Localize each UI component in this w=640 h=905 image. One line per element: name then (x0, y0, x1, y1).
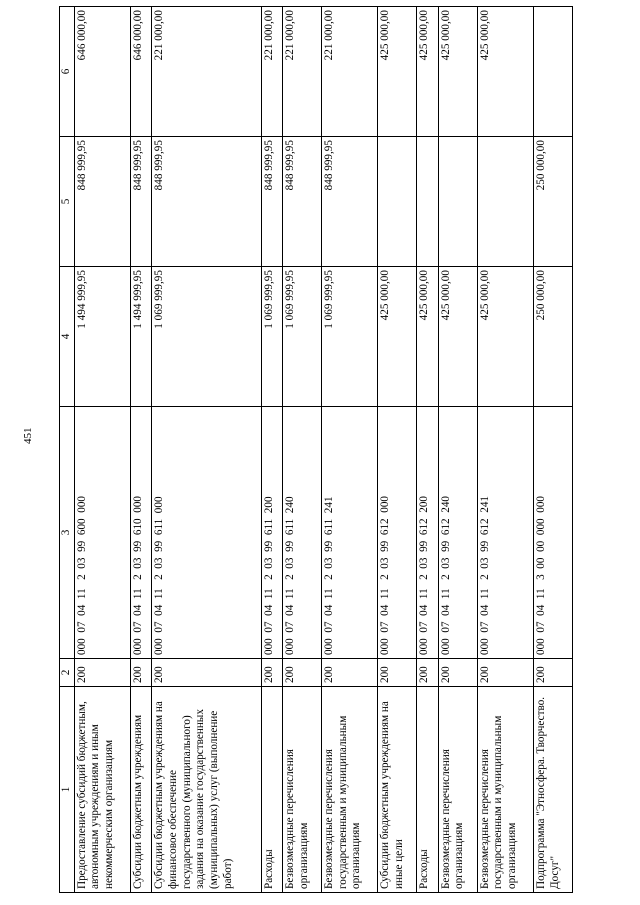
row-name: Субсидии бюджетным учреждениям на финансовое обеспечение государственного (муниципального) задания на оказание государственных (муниципальных) услуг (выполнение работ) (152, 687, 261, 893)
row-value-6: 425 000,00 (417, 7, 438, 137)
table-row (378, 7, 417, 893)
row-value-total: 1 494 999,95 (74, 267, 130, 407)
row-value-total: 425 000,00 (477, 267, 533, 407)
row-value-total: 1 069 999,95 (282, 267, 321, 407)
row-code: 000 07 04 11 2 03 99 611 240 (282, 407, 321, 659)
row-value-total: 425 000,00 (438, 267, 477, 407)
row-name: Безвозмездные перечисления организациям (438, 687, 477, 893)
row-code: 000 07 04 11 2 03 99 610 000 (131, 407, 152, 659)
table-row (74, 7, 130, 893)
header-row (60, 7, 75, 893)
row-value-total: 250 000,00 (533, 267, 572, 407)
row-admin: 200 (74, 659, 130, 687)
header-cell-4: 4 (60, 267, 75, 407)
row-value-total: 1 069 999,95 (321, 267, 377, 407)
row-value-6: 425 000,00 (438, 7, 477, 137)
row-value-6: 646 000,00 (131, 7, 152, 137)
header-cell-1: 1 (60, 687, 75, 893)
table-row (417, 7, 438, 893)
header-cell-3: 3 (60, 407, 75, 659)
row-name: Субсидии бюджетным учреждениям на иные цели (378, 687, 417, 893)
row-code: 000 07 04 11 2 03 99 612 241 (477, 407, 533, 659)
row-value-6 (533, 7, 572, 137)
row-value-total: 1 494 999,95 (131, 267, 152, 407)
row-value-5 (477, 137, 533, 267)
row-value-5: 848 999,95 (152, 137, 261, 267)
row-value-6: 221 000,00 (282, 7, 321, 137)
row-name: Подпрограмма "Этносфера. Творчество. Досуг" (533, 687, 572, 893)
row-value-5: 250 000,00 (533, 137, 572, 267)
row-value-5 (417, 137, 438, 267)
row-code: 000 07 04 11 3 00 00 000 000 (533, 407, 572, 659)
row-code: 000 07 04 11 2 03 99 600 000 (74, 407, 130, 659)
row-code: 000 07 04 11 2 03 99 611 200 (261, 407, 282, 659)
row-admin: 200 (131, 659, 152, 687)
row-name: Безвозмездные перечисления организациям (282, 687, 321, 893)
row-name: Предоставление субсидий бюджетным, автономным учреждениям и иным некоммерческим организациям (74, 687, 130, 893)
row-value-total: 1 069 999,95 (152, 267, 261, 407)
header-cell-6: 6 (60, 7, 75, 137)
row-admin: 200 (438, 659, 477, 687)
row-value-5: 848 999,95 (131, 137, 152, 267)
row-value-total: 425 000,00 (378, 267, 417, 407)
row-value-total: 425 000,00 (417, 267, 438, 407)
row-admin: 200 (152, 659, 261, 687)
row-name: Субсидии бюджетным учреждениям (131, 687, 152, 893)
table-row (261, 7, 282, 893)
table-row (477, 7, 533, 893)
row-name: Расходы (417, 687, 438, 893)
row-value-5: 848 999,95 (74, 137, 130, 267)
table-row (533, 7, 572, 893)
row-value-6: 425 000,00 (378, 7, 417, 137)
row-admin: 200 (378, 659, 417, 687)
row-admin: 200 (477, 659, 533, 687)
row-value-6: 646 000,00 (74, 7, 130, 137)
page-number: 451 (22, 427, 34, 444)
row-code: 000 07 04 11 2 03 99 611 241 (321, 407, 377, 659)
table-row (152, 7, 261, 893)
row-admin: 200 (282, 659, 321, 687)
row-code: 000 07 04 11 2 03 99 612 200 (417, 407, 438, 659)
row-value-6: 221 000,00 (261, 7, 282, 137)
row-value-5: 848 999,95 (321, 137, 377, 267)
row-name: Расходы (261, 687, 282, 893)
row-value-6: 425 000,00 (477, 7, 533, 137)
row-admin: 200 (533, 659, 572, 687)
table-row (321, 7, 377, 893)
row-code: 000 07 04 11 2 03 99 612 000 (378, 407, 417, 659)
row-name: Безвозмездные перечисления государственным и муниципальным организациям (321, 687, 377, 893)
row-value-total: 1 069 999,95 (261, 267, 282, 407)
row-value-5: 848 999,95 (261, 137, 282, 267)
header-cell-5: 5 (60, 137, 75, 267)
row-admin: 200 (417, 659, 438, 687)
document-page (59, 7, 573, 893)
row-value-6: 221 000,00 (152, 7, 261, 137)
row-name: Безвозмездные перечисления государственным и муниципальным организациям (477, 687, 533, 893)
row-code: 000 07 04 11 2 03 99 612 240 (438, 407, 477, 659)
row-admin: 200 (261, 659, 282, 687)
table-row (282, 7, 321, 893)
row-value-5: 848 999,95 (282, 137, 321, 267)
row-code: 000 07 04 11 2 03 99 611 000 (152, 407, 261, 659)
row-value-5 (438, 137, 477, 267)
row-value-6: 221 000,00 (321, 7, 377, 137)
table-row (131, 7, 152, 893)
row-admin: 200 (321, 659, 377, 687)
budget-table (59, 6, 573, 893)
header-cell-2: 2 (60, 659, 75, 687)
table-row (438, 7, 477, 893)
row-value-5 (378, 137, 417, 267)
